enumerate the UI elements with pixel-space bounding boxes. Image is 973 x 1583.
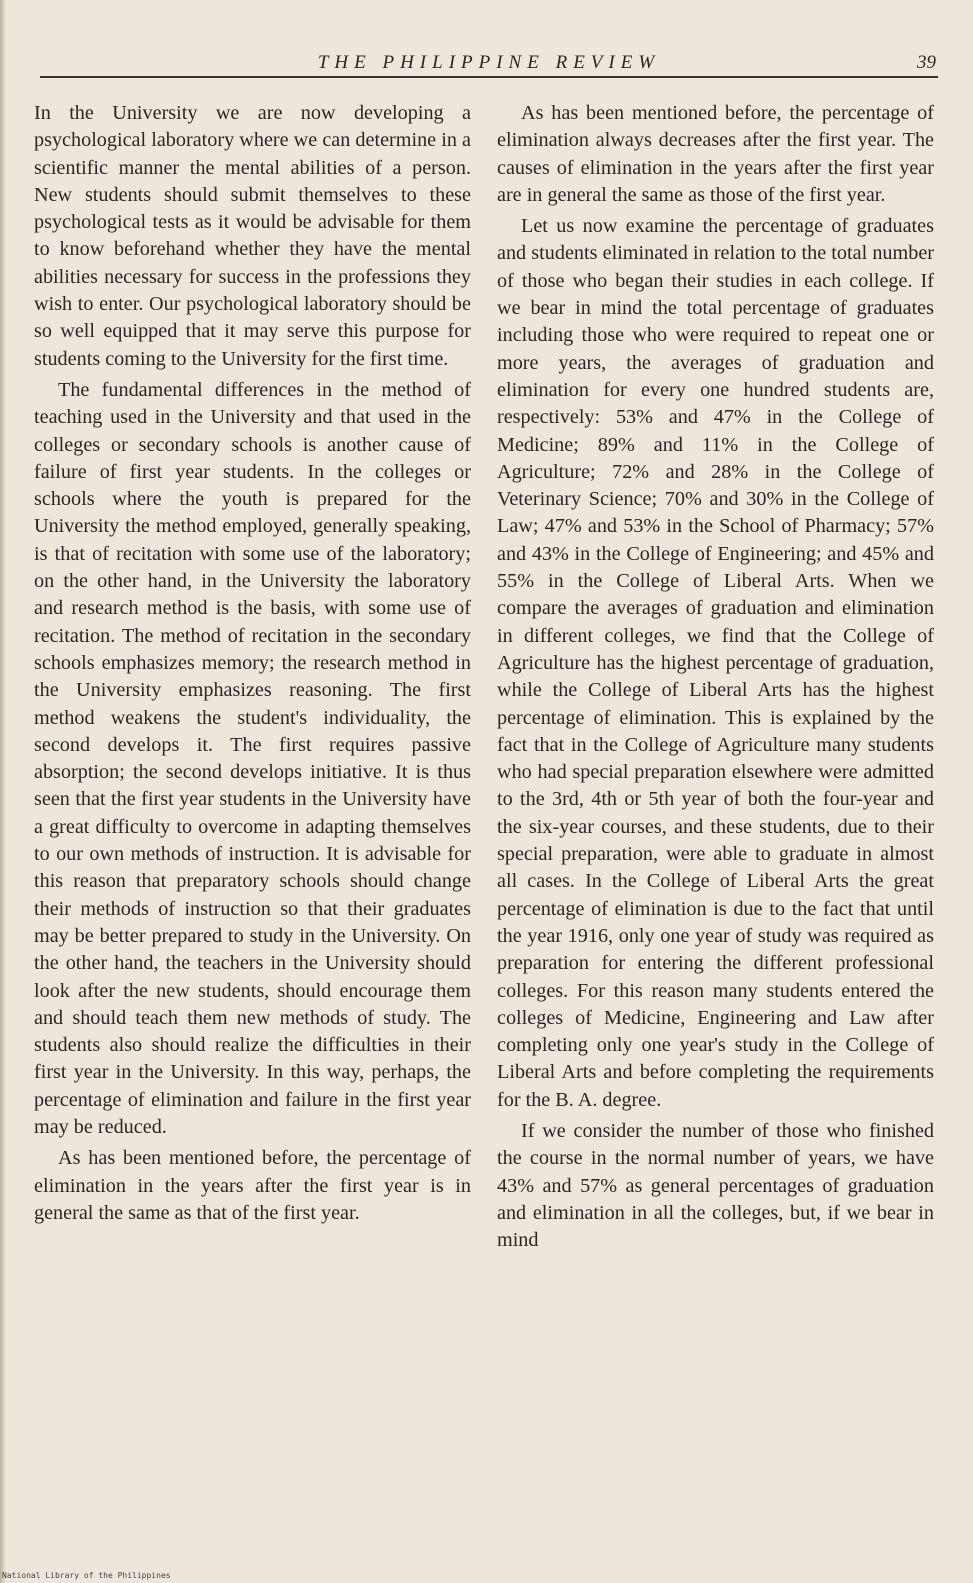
left-column (34, 100, 471, 1231)
paragraph: As has been mentioned before, the percentage of elimination in the years after the first year is in general the same as that of the first year. (34, 1147, 471, 1224)
running-header (40, 50, 938, 78)
library-credit: National Library of the Philippines (2, 1571, 171, 1580)
paragraph: If we consider the number of those who finished the course in the normal number of years, we have 43% and 57% as general percentages of graduation and elimination in all the colleges, but, if we bear in mind (497, 1119, 934, 1252)
paragraph: In the University we are now developing a psychological laboratory where we can determine in a scientific manner the mental abilities of a person. New students should submit themselves to these psychological tests as it would be advisable for them to know beforehand whether they have the mental abilities necessary for success in the professions they wish to enter. Our psychological laboratory should be so well equipped that it may serve this purpose for students coming to the University for the first time. (34, 102, 471, 370)
page-number: 39 (917, 52, 936, 73)
paragraph: The fundamental differences in the method of teaching used in the University and that used in the colleges or secondary schools is another cause of failure of first year students. In the colleges or schools where the youth is prepared for the University the method employed, generally speaking, is that of recitation with some use of the laboratory; on the other hand, in the University the laboratory and research method is the basis, with some use of recitation. The method of recitation in the secondary schools emphasizes memory; the research method in the University emphasizes reasoning. The first method weakens the student's individuality, the second develops it. The first requires passive absorption; the second develops initiative. It is thus seen that the first year students in the University have a great difficulty to overcome in adapting themselves to our own methods of instruction. It is advisable for this reason that preparatory schools should change their methods of instruction so that their graduates may be better prepared to study in the University. On the other hand, the teachers in the University should look after the new students, should encourage them and should teach them new methods of study. The students also should realize the difficulties in their first year in the University. In this way, perhaps, the percentage of elimination and failure in the first year may be reduced. (34, 378, 471, 1138)
journal-title: THE PHILIPPINE REVIEW (317, 52, 661, 73)
page-edge (0, 0, 6, 1583)
paragraph: Let us now examine the percentage of graduates and students eliminated in relation to the total number of those who began their studies in each college. If we bear in mind the total percentage of graduates including those who were required to repeat one or more years, the averages of graduation and elimination for every one hundred students are, respectively: 53% and 47% in the College of Medicine; 89% and 11% in the College of Agriculture; 72% and 28% in the College of Veterinary Science; 70% and 30% in the College of Law; 47% and 53% in the School of Pharmacy; 57% and 43% in the College of Engineering; and 45% and 55% in the College of Liberal Arts. When we compare the averages of graduation and elimination in different colleges, we find that the College of Agriculture has the highest percentage of graduation, while the College of Liberal Arts has the highest percentage of elimination. This is explained by the fact that in the College of Agriculture many students who had special preparation elsewhere were admitted to the 3rd, 4th or 5th year of both the four-year and the six-year courses, and these students, due to their special preparation, were able to graduate in almost all cases. In the College of Liberal Arts the great percentage of elimination is due to the fact that until the year 1916, only one year of study was required as preparation for entering the different professional colleges. For this reason many students entered the colleges of Medicine, Engineering and Law after completing only one year's study in the College of Liberal Arts and before completing the requirements for the B. A. degree. (497, 215, 934, 1111)
right-column (497, 100, 934, 1258)
paragraph: As has been mentioned before, the percentage of elimination always decreases after the first year. The causes of elimination in the years after the first year are in general the same as those of the first year. (497, 102, 934, 206)
